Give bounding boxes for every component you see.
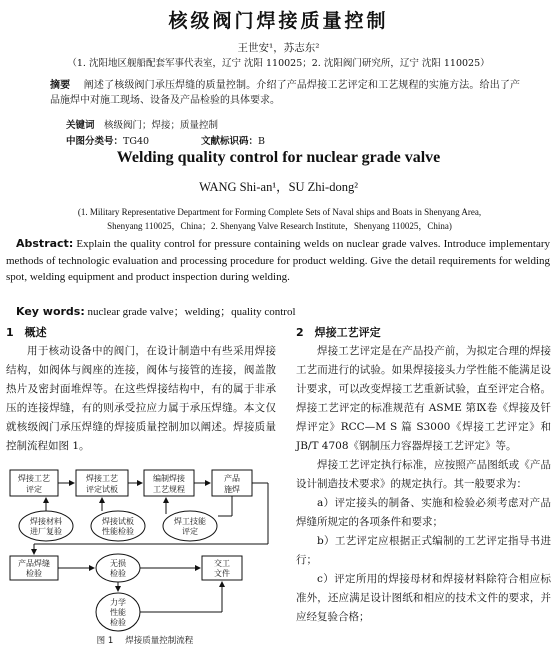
box-label-b3-line2: 工艺规程 bbox=[153, 485, 185, 494]
box-label-b11-line1: 力学 bbox=[110, 598, 126, 607]
oval-material-recheck bbox=[19, 511, 73, 541]
box-label-b2-line2: 评定试板 bbox=[86, 485, 118, 494]
keywords-text-cn: 核级阀门；焊接；质量控制 bbox=[104, 120, 219, 131]
box-label-b8-line2: 检验 bbox=[26, 569, 42, 578]
section1-paragraph: 用于核动设备中的阀门，在设计制造中有些采用焊接结构，如阀体与阀座的连接，阀体与接管的连接，阀盖散热片及密封面堆焊等。在这些焊接结构中，有的属于非承压的连接焊缝，有的则承受拉应力属于承压焊缝。本文仅就核级阀门承压焊缝的焊接质量控制加以阐述。焊接质量控制流程如图 1。 bbox=[6, 345, 276, 452]
figure-caption-text: 焊接质量控制流程 bbox=[125, 636, 194, 646]
box-label-b6-line1: 焊接试板 bbox=[102, 517, 134, 526]
section2-paragraph-2: 焊接工艺评定执行标准，应按照产品图纸或《产品设计制造技术要求》的规定执行。其一般要求为： bbox=[296, 459, 551, 490]
affiliations-cn: （1. 沈阳地区舰船配套军事代表室，辽宁 沈阳 110025；2. 沈阳阀门研究所，辽宁 沈阳 110025） bbox=[67, 58, 490, 69]
paper-title-en: Welding quality control for nuclear grade valve bbox=[116, 149, 441, 166]
keywords-label-cn: 关键词 bbox=[66, 120, 95, 131]
keywords-en bbox=[16, 303, 296, 319]
right-column bbox=[296, 342, 551, 627]
section2-item-a: a）评定接头的制备、实施和检验必须考虑对产品焊缝所规定的各项条件和要求； bbox=[296, 497, 551, 528]
abstract-label-en: Abstract: bbox=[16, 237, 74, 250]
oval-test-plate-inspect bbox=[91, 511, 145, 541]
box-label-b2-line1: 焊接工艺 bbox=[86, 474, 118, 483]
section2-item-c: c）评定所用的焊接母材和焊接材料除符合相应标准外，还应满足设计图纸和相应的技术文件的要求，并应经复验合格； bbox=[296, 573, 551, 623]
flowchart-figure bbox=[6, 466, 286, 636]
cls-value: TG40 bbox=[123, 136, 150, 147]
affiliations-en bbox=[12, 205, 547, 233]
box-label-b4-line1: 产品 bbox=[224, 474, 240, 483]
keywords-label-en: Key words: bbox=[16, 305, 85, 318]
authors-en: WANG Shi-an¹，SU Zhi-dong² bbox=[199, 180, 358, 194]
box-label-b5-line1: 焊接材料 bbox=[30, 517, 62, 526]
doc-code-value: B bbox=[258, 136, 266, 147]
box-label-b5-line2: 进厂复验 bbox=[30, 527, 62, 536]
box-label-b10-line2: 文件 bbox=[214, 569, 230, 578]
abstract-en bbox=[6, 236, 550, 286]
abstract-label-cn: 摘要 bbox=[50, 80, 71, 91]
affiliation-en-line-2: Shenyang 110025，China；2. Shenyang Valve Research Institute，Shenyang 110025，China) bbox=[107, 221, 452, 231]
affiliation-en-line-1: (1. Military Representative Department for Forming Complete Sets of Naval ships and Boats in Shenyang Area, bbox=[77, 207, 482, 217]
box-label-b4-line2: 施焊 bbox=[224, 485, 240, 494]
box-label-b1-line2: 评定 bbox=[26, 485, 42, 494]
box-label-b6-line2: 性能检验 bbox=[102, 527, 134, 536]
cls-label: 中图分类号： bbox=[66, 136, 124, 147]
box-label-b7-line1: 焊工技能 bbox=[174, 517, 206, 526]
abstract-text-en: Explain the quality control for pressure containing welds on nuclear grade valves. Introduce implementary methods of technologic evaluation and processing procedure for product welding. Give the detail requirements for welding spot, welding equipment and product inspection during welding. bbox=[6, 238, 550, 283]
keywords-text-en: nuclear grade valve；welding；quality control bbox=[87, 306, 296, 318]
box-label-b7-line2: 评定 bbox=[182, 527, 198, 536]
section2-item-b: b）工艺评定应根据正式编制的工艺评定指导书进行； bbox=[296, 535, 551, 566]
left-column bbox=[6, 342, 276, 456]
box-label-b10-line1: 交工 bbox=[214, 559, 230, 568]
section-heading-1: 1 概述 bbox=[6, 326, 47, 339]
authors-cn: 王世安¹，苏志东² bbox=[237, 42, 320, 54]
section-heading-2: 2 焊接工艺评定 bbox=[296, 326, 381, 339]
classification-line bbox=[66, 133, 265, 147]
figure-caption bbox=[0, 634, 290, 646]
figure-caption-number: 图 1 bbox=[96, 636, 114, 646]
box-label-b11-line3: 检验 bbox=[110, 618, 126, 627]
doc-code-label: 文献标识码： bbox=[201, 136, 259, 147]
keywords-cn bbox=[66, 117, 218, 131]
abstract-text-cn: 阐述了核级阀门承压焊缝的质量控制。介绍了产品焊接工艺评定和工艺规程的实施方法。给出了产品施焊中对施工现场、设备及产品检验的具体要求。 bbox=[50, 80, 521, 106]
paper-title-cn: 核级阀门焊接质量控制 bbox=[168, 10, 389, 32]
abstract-cn bbox=[50, 78, 520, 108]
oval-welder-qual bbox=[163, 511, 217, 541]
box-label-b1-line1: 焊接工艺 bbox=[18, 474, 50, 483]
box-label-b8-line1: 产品焊缝 bbox=[18, 559, 50, 568]
box-label-b11-line2: 性能 bbox=[110, 608, 126, 617]
box-label-b9-line2: 检验 bbox=[110, 569, 126, 578]
section2-paragraph-1: 焊接工艺评定是在产品投产前，为拟定合理的焊接工艺而进行的试验。如果焊接接头力学性能不能满足设计要求，可以改变焊接工艺重新试验，直至评定合格。焊接工艺评定的标准规范有 ASME 第Ⅸ卷《焊接及钎焊评定》RCC—M S 篇 S3000《焊接工艺评定》和 JB/T 4708《钢制压力容器焊接工艺评定》等。 bbox=[296, 345, 551, 452]
box-label-b9-line1: 无损 bbox=[110, 559, 126, 568]
box-label-b3-line1: 编制焊接 bbox=[153, 474, 185, 483]
